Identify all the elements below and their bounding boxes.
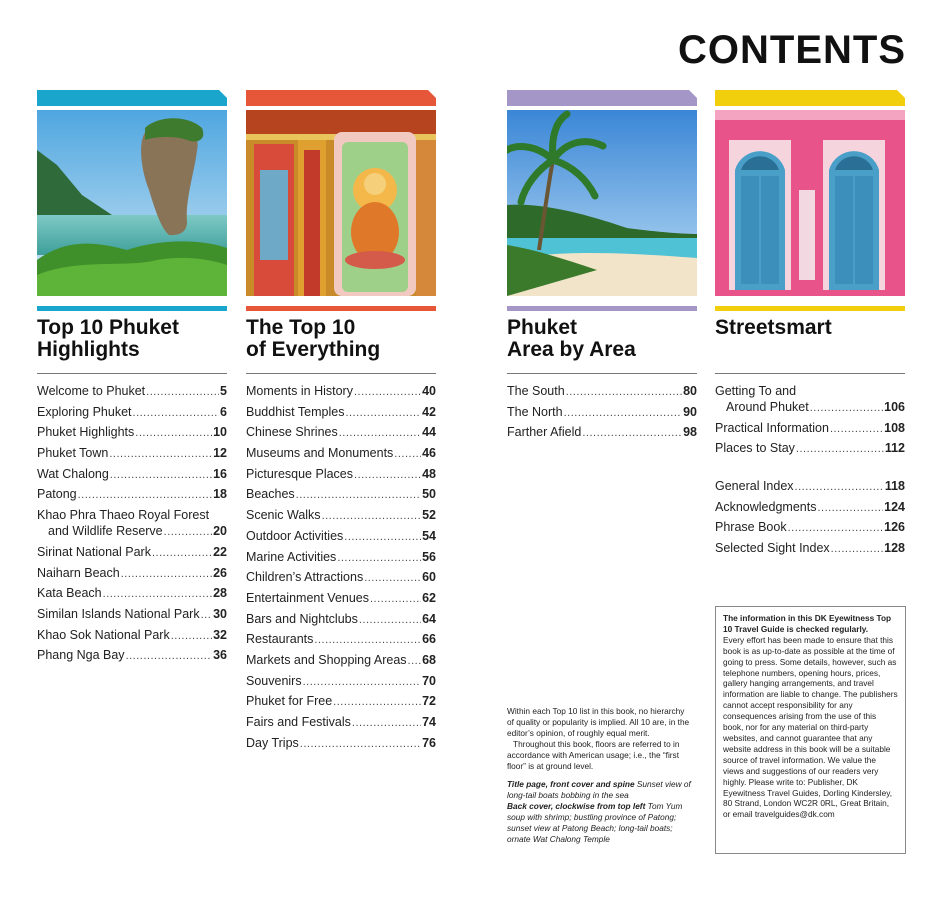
section-area-by-area xyxy=(507,90,697,446)
section-title-line: Streetsmart xyxy=(715,316,832,339)
dot-leader xyxy=(146,385,219,400)
toc-entry-title: Marine Activities xyxy=(246,549,337,564)
toc-entry-title: Wat Chalong xyxy=(37,466,109,481)
toc-entry[interactable] xyxy=(507,384,697,400)
toc-entry-title: and Wildlife Reserve xyxy=(48,524,163,539)
toc-page-number: 12 xyxy=(213,446,227,461)
divider xyxy=(37,373,227,374)
caption-text: Sunset view of long-tail boats bobbing in the sea xyxy=(507,779,691,801)
toc-page-number: 26 xyxy=(213,565,227,580)
list-gap xyxy=(715,462,905,479)
toc-entry[interactable] xyxy=(715,479,905,495)
toc-entry-title: Day Trips xyxy=(246,735,299,750)
section-title xyxy=(246,317,436,365)
toc-entry-title: Restaurants xyxy=(246,632,314,647)
temple-mural-photo xyxy=(246,110,436,296)
toc-entry[interactable] xyxy=(37,405,227,421)
dot-leader xyxy=(135,426,212,441)
dot-leader xyxy=(354,385,421,400)
toc-entry[interactable] xyxy=(37,545,227,561)
toc-page-number: 124 xyxy=(884,499,905,514)
caption-text: Tom Yum soup with shrimp; bustling province of Patong; sunset view at Patong Beach; long-tail boats; ornate Wat Chalong Temple xyxy=(507,801,683,844)
toc-page-number: 76 xyxy=(422,735,436,750)
toc-entry[interactable] xyxy=(246,591,436,607)
toc-page-number: 118 xyxy=(884,479,905,494)
toc-entry-title: Naiharn Beach xyxy=(37,565,120,580)
toc-page-number: 16 xyxy=(213,466,227,481)
toc-entry-title: Beaches xyxy=(246,487,295,502)
section-title-line: Highlights xyxy=(37,338,140,361)
toc-entry[interactable] xyxy=(715,520,905,536)
dot-leader xyxy=(322,509,422,524)
toc-entry-line2 xyxy=(37,524,227,540)
toc-entry-title: Around Phuket xyxy=(726,400,809,414)
toc-entry[interactable] xyxy=(37,648,227,664)
dot-leader xyxy=(110,468,212,483)
toc-entry-title: Khao Sok National Park xyxy=(37,627,170,642)
toc-page-number: 70 xyxy=(422,673,436,688)
disclaimer-box xyxy=(715,606,906,854)
shuttered-windows-photo xyxy=(715,110,905,296)
toc-entry[interactable] xyxy=(37,446,227,462)
toc-page-number: 10 xyxy=(213,425,227,440)
toc-entry[interactable] xyxy=(246,653,436,669)
dot-leader xyxy=(339,426,421,441)
toc-entry-title: Buddhist Temples xyxy=(246,404,345,419)
toc-entry[interactable] xyxy=(246,487,436,503)
dot-leader xyxy=(296,488,421,503)
dot-leader xyxy=(364,571,421,586)
toc-page-number: 42 xyxy=(422,404,436,419)
toc-entry[interactable] xyxy=(37,487,227,503)
toc-entry[interactable] xyxy=(715,421,905,437)
toc-entry-title: Fairs and Festivals xyxy=(246,715,351,729)
toc-page-number: 98 xyxy=(683,425,697,440)
toc-entry-title: Souvenirs xyxy=(246,673,302,688)
section-title-line: Phuket xyxy=(507,316,578,339)
toc-page-number: 50 xyxy=(422,487,436,502)
toc-entry-title: Exploring Phuket xyxy=(37,404,132,419)
toc-entry[interactable] xyxy=(37,508,227,540)
usage-notes xyxy=(507,706,692,845)
toc-entry[interactable] xyxy=(715,384,905,416)
toc-entry-title: General Index xyxy=(715,479,794,494)
dot-leader xyxy=(830,422,883,437)
toc-entry[interactable] xyxy=(246,384,436,400)
toc-entry-title: Picturesque Places xyxy=(246,466,354,481)
toc-page-number: 20 xyxy=(213,524,227,539)
toc-list xyxy=(37,384,227,664)
toc-list xyxy=(246,384,436,752)
dot-leader xyxy=(103,587,212,602)
toc-entry[interactable] xyxy=(37,628,227,644)
section-title xyxy=(507,317,697,365)
toc-page-number: 62 xyxy=(422,590,436,605)
dot-leader xyxy=(566,385,682,400)
dot-leader xyxy=(344,530,421,545)
dot-leader xyxy=(408,654,422,669)
toc-entry-title: Scenic Walks xyxy=(246,508,321,523)
section-title-line: Area by Area xyxy=(507,338,636,361)
toc-entry[interactable] xyxy=(246,715,436,731)
toc-entry-title: Entertainment Venues xyxy=(246,590,369,605)
caption-label: Title page, front cover and spine xyxy=(507,779,635,790)
dot-leader xyxy=(817,501,883,516)
toc-entry[interactable] xyxy=(37,586,227,602)
page-title: CONTENTS xyxy=(678,28,906,72)
toc-page-number: 106 xyxy=(884,400,905,414)
section-color-bar xyxy=(37,90,227,106)
toc-entry[interactable] xyxy=(715,441,905,457)
toc-page-number: 32 xyxy=(213,627,227,642)
toc-entry-title: Phuket Highlights xyxy=(37,425,135,440)
toc-page-number: 18 xyxy=(213,487,227,502)
section-color-bar xyxy=(507,306,697,311)
toc-page-number: 22 xyxy=(213,544,227,559)
toc-page-number: 30 xyxy=(213,606,227,621)
dot-leader xyxy=(370,592,421,607)
toc-entry[interactable] xyxy=(246,632,436,648)
dot-leader xyxy=(78,488,212,503)
toc-entry[interactable] xyxy=(246,612,436,628)
dot-leader xyxy=(394,447,421,462)
toc-entry-title: Phuket Town xyxy=(37,446,109,461)
dot-leader xyxy=(810,401,883,416)
toc-page-number: 52 xyxy=(422,508,436,523)
toc-entry-line2 xyxy=(715,400,905,416)
toc-entry-title: Chinese Shrines xyxy=(246,425,338,440)
toc-entry[interactable] xyxy=(246,508,436,524)
toc-entry[interactable] xyxy=(37,566,227,582)
toc-page-number: 64 xyxy=(422,611,436,626)
toc-entry-title: Getting To and xyxy=(715,384,797,398)
toc-entry[interactable] xyxy=(37,384,227,400)
section-color-bar xyxy=(715,90,905,106)
dot-leader xyxy=(564,406,683,421)
dot-leader xyxy=(164,525,212,540)
toc-entry-title: The South xyxy=(507,384,565,398)
toc-page-number: 90 xyxy=(683,404,697,419)
toc-entry-title: Places to Stay xyxy=(715,441,795,456)
toc-entry[interactable] xyxy=(246,694,436,710)
toc-page-number: 36 xyxy=(213,648,227,663)
dot-leader xyxy=(582,426,682,441)
toc-page-number: 112 xyxy=(884,441,905,456)
toc-entry[interactable] xyxy=(715,500,905,516)
toc-entry-title: Outdoor Activities xyxy=(246,528,344,543)
dot-leader xyxy=(359,613,421,628)
phang-nga-bay-photo xyxy=(37,110,227,296)
toc-list xyxy=(507,384,697,441)
toc-page-number: 74 xyxy=(422,715,436,729)
cover-caption xyxy=(507,779,692,801)
dot-leader xyxy=(337,551,421,566)
toc-entry-title: Markets and Shopping Areas xyxy=(246,652,407,667)
note-paragraph: Within each Top 10 list in this book, no hierarchy of quality or popularity is implied. All 10 are, in the editor’s opinion, of roughly equal merit. xyxy=(507,706,690,738)
divider xyxy=(715,373,905,374)
toc-entry-title: Farther Afield xyxy=(507,425,582,440)
toc-list xyxy=(715,479,905,557)
toc-entry-title: Welcome to Phuket xyxy=(37,384,146,398)
section-top10-highlights xyxy=(37,90,227,669)
caption-label: Back cover, clockwise from top left xyxy=(507,801,646,812)
toc-page-number: 128 xyxy=(884,541,905,556)
note-paragraph: Throughout this book, floors are referred to in accordance with American usage; i.e., the “first floor” is at ground level. xyxy=(507,738,680,771)
toc-page-number: 40 xyxy=(422,384,436,398)
dot-leader xyxy=(152,546,212,561)
dot-leader xyxy=(788,521,884,536)
toc-entry-title: The North xyxy=(507,404,563,419)
toc-entry-title: Museums and Monuments xyxy=(246,446,394,461)
section-title-line: Top 10 Phuket xyxy=(37,316,179,339)
section-color-bar xyxy=(507,90,697,106)
toc-entry[interactable] xyxy=(246,570,436,586)
toc-entry[interactable] xyxy=(246,550,436,566)
toc-list xyxy=(715,384,905,457)
toc-entry[interactable] xyxy=(246,467,436,483)
toc-entry-title: Phang Nga Bay xyxy=(37,648,125,663)
section-color-bar xyxy=(246,306,436,311)
toc-page-number: 28 xyxy=(213,586,227,601)
section-title-line: of Everything xyxy=(246,338,381,361)
disclaimer-heading: The information in this DK Eyewitness Top 10 Travel Guide is checked regularly. xyxy=(723,613,892,634)
toc-page-number: 126 xyxy=(884,520,905,535)
toc-page-number: 6 xyxy=(220,404,227,419)
dot-leader xyxy=(345,406,421,421)
dot-leader xyxy=(354,468,421,483)
toc-entry-title: Phuket for Free xyxy=(246,694,333,709)
section-color-bar xyxy=(715,306,905,311)
dot-leader xyxy=(796,442,884,457)
toc-page-number: 48 xyxy=(422,466,436,481)
toc-entry[interactable] xyxy=(37,425,227,441)
cover-caption xyxy=(507,801,692,845)
toc-entry[interactable] xyxy=(715,541,905,557)
section-color-bar xyxy=(246,90,436,106)
toc-entry-title: Selected Sight Index xyxy=(715,541,830,556)
dot-leader xyxy=(795,480,884,495)
dot-leader xyxy=(133,406,220,421)
toc-page-number: 44 xyxy=(422,425,436,440)
toc-page-number: 80 xyxy=(683,384,697,398)
dot-leader xyxy=(352,716,421,731)
toc-page-number: 54 xyxy=(422,528,436,543)
toc-page-number: 60 xyxy=(422,570,436,585)
toc-page-number: 72 xyxy=(422,694,436,709)
toc-entry-title: Moments in History xyxy=(246,384,353,398)
toc-entry-title: Sirinat National Park xyxy=(37,544,151,559)
disclaimer-body: Every effort has been made to ensure that this book is as up-to-date as possible at the time of going to press. Some details, however, such as telephone numbers, opening hours, prices, gallery hanging arrangements, and travel information are liable to change. The publishers cannot accept responsibility for any consequences arising from the use of this book, nor for any material on third-party websites, and cannot guarantee that any website address in this book will be a suitable source of travel information. We value the views and suggestions of our readers very highly. Please write to: Publisher, DK Eyewitness Travel Guides, Dorling Kindersley, 80 Strand, London WC2R 0RL, Great Britain, or email travelguides@dk.com xyxy=(723,634,898,820)
toc-entry-title: Phrase Book xyxy=(715,520,787,535)
dot-leader xyxy=(303,675,422,690)
toc-entry-title: Acknowledgments xyxy=(715,499,817,514)
toc-entry[interactable] xyxy=(246,674,436,690)
toc-page-number: 56 xyxy=(422,549,436,564)
section-title xyxy=(715,317,905,365)
toc-entry[interactable] xyxy=(246,736,436,752)
toc-entry[interactable] xyxy=(246,405,436,421)
section-top10-everything xyxy=(246,90,436,756)
beach-palm-photo xyxy=(507,110,697,296)
dot-leader xyxy=(333,695,421,710)
toc-page-number: 5 xyxy=(220,384,227,398)
dot-leader xyxy=(121,567,212,582)
toc-entry-title: Practical Information xyxy=(715,420,829,435)
toc-entry[interactable] xyxy=(246,529,436,545)
dot-leader xyxy=(109,447,212,462)
toc-entry-title: Similan Islands National Park xyxy=(37,606,200,621)
toc-entry[interactable] xyxy=(246,446,436,462)
toc-entry[interactable] xyxy=(37,467,227,483)
divider xyxy=(507,373,697,374)
toc-entry-title: Kata Beach xyxy=(37,586,102,601)
toc-entry-title: Bars and Nightclubs xyxy=(246,611,358,626)
section-title-line: The Top 10 xyxy=(246,316,356,339)
toc-page-number: 46 xyxy=(422,446,436,461)
toc-page-number: 68 xyxy=(422,652,436,667)
section-title xyxy=(37,317,227,365)
toc-entry[interactable] xyxy=(37,607,227,623)
dot-leader xyxy=(314,633,421,648)
toc-page-number: 108 xyxy=(884,420,905,435)
dot-leader xyxy=(171,629,212,644)
dot-leader xyxy=(126,649,213,664)
section-color-bar xyxy=(37,306,227,311)
section-streetsmart xyxy=(715,90,905,562)
toc-entry-title: Children’s Attractions xyxy=(246,570,364,585)
divider xyxy=(246,373,436,374)
toc-entry[interactable] xyxy=(246,425,436,441)
toc-page-number: 66 xyxy=(422,632,436,647)
toc-entry-title: Khao Phra Thaeo Royal Forest xyxy=(37,508,210,523)
toc-entry[interactable] xyxy=(507,405,697,421)
dot-leader xyxy=(300,737,421,752)
toc-entry-title: Patong xyxy=(37,487,77,502)
dot-leader xyxy=(201,608,213,623)
toc-entry[interactable] xyxy=(507,425,697,441)
dot-leader xyxy=(831,542,883,557)
